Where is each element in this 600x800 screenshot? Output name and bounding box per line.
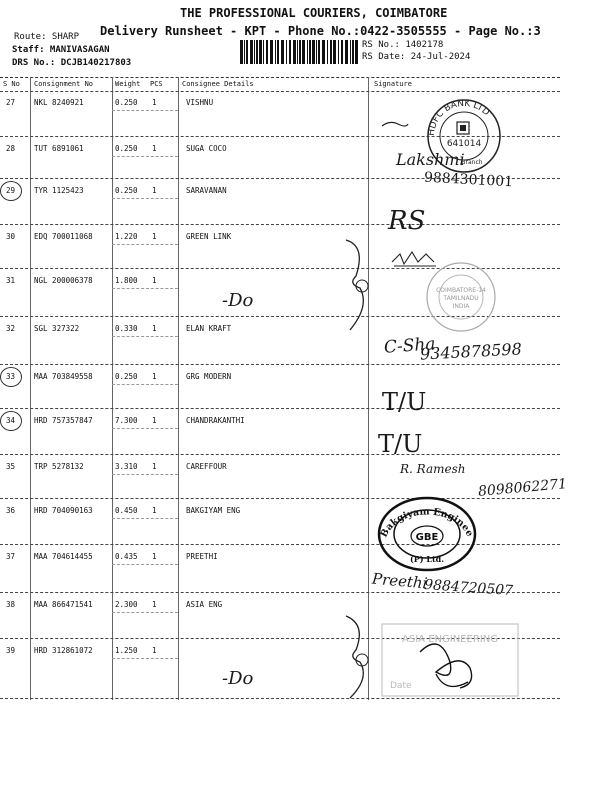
cell-sno: 38 bbox=[6, 600, 16, 609]
barcode-bar bbox=[286, 40, 287, 64]
cell-sno: 33 bbox=[6, 372, 16, 381]
cell-pcs: 1 bbox=[152, 232, 157, 241]
pen-mark bbox=[380, 118, 410, 130]
cell-weight: 0.435 bbox=[115, 552, 138, 561]
cell-sno: 30 bbox=[6, 232, 16, 241]
cell-weight: 0.250 bbox=[115, 144, 138, 153]
phone-row-28: 9884301001 bbox=[423, 169, 514, 191]
cell-weight: 1.220 bbox=[115, 232, 138, 241]
barcode-bar bbox=[307, 40, 308, 64]
cell-consignment: NKL 8240921 bbox=[34, 98, 84, 107]
cell-consignee: SARAVANAN bbox=[186, 186, 227, 195]
header-sno: S No bbox=[3, 80, 20, 88]
barcode-bar bbox=[277, 40, 279, 64]
cell-consignment: TUT 6891061 bbox=[34, 144, 84, 153]
cell-consignee: PREETHI bbox=[186, 552, 218, 561]
hdfc-stamp-ring-text: HDFC BANK LTD bbox=[426, 98, 492, 137]
barcode-bar bbox=[263, 40, 264, 64]
cell-pcs: 1 bbox=[152, 372, 157, 381]
cell-sno: 28 bbox=[6, 144, 16, 153]
cell-consignee: GREEN LINK bbox=[186, 232, 232, 241]
cell-sno: 36 bbox=[6, 506, 16, 515]
signature-row-37: Preethi bbox=[371, 569, 429, 593]
bracket-mark bbox=[340, 236, 374, 334]
row-rule bbox=[0, 408, 560, 409]
barcode-bar bbox=[275, 40, 276, 64]
header-rule bbox=[0, 91, 560, 92]
asia-engineering-stamp bbox=[380, 622, 520, 698]
barcode-bar bbox=[338, 40, 339, 64]
cell-consignee: CHANDRAKANTHI bbox=[186, 416, 245, 425]
cell-weight: 2.300 bbox=[115, 600, 138, 609]
cell-weight: 1.800 bbox=[115, 276, 138, 285]
cell-consignee: VISHNU bbox=[186, 98, 214, 107]
cell-consignment: NGL 200006378 bbox=[34, 276, 93, 285]
ditto-mark-row-39: -Do bbox=[222, 668, 254, 689]
row-rule bbox=[0, 364, 560, 365]
barcode-bar bbox=[250, 40, 253, 64]
barcode-bar bbox=[302, 40, 305, 64]
header-consignment: Consignment No bbox=[34, 80, 94, 88]
barcode-bar bbox=[330, 40, 332, 64]
cell-underline bbox=[112, 288, 178, 289]
cell-sno: 37 bbox=[6, 552, 16, 561]
row-rule bbox=[0, 698, 560, 699]
cell-pcs: 1 bbox=[152, 506, 157, 515]
cell-sno: 29 bbox=[6, 186, 16, 195]
barcode-bar bbox=[293, 40, 296, 64]
col-divider bbox=[112, 77, 113, 700]
cell-consignment: SGL 327322 bbox=[34, 324, 80, 333]
cell-sno: 39 bbox=[6, 646, 16, 655]
faded-stamp-line1: COIMBATORE-14 bbox=[436, 287, 486, 294]
cell-underline bbox=[112, 110, 178, 111]
cell-consignee: CAREFFOUR bbox=[186, 462, 227, 471]
barcode-bar bbox=[244, 40, 245, 64]
barcode-bar bbox=[256, 40, 258, 64]
circled-number-mark bbox=[0, 181, 22, 201]
barcode bbox=[240, 40, 360, 64]
cell-underline bbox=[112, 474, 178, 475]
col-divider bbox=[30, 77, 31, 700]
cell-pcs: 1 bbox=[152, 600, 157, 609]
cell-weight: 3.310 bbox=[115, 462, 138, 471]
signature-row-35: R. Ramesh bbox=[400, 462, 466, 476]
barcode-bar bbox=[309, 40, 311, 64]
cell-consignment: HRD 757357847 bbox=[34, 416, 93, 425]
cell-underline bbox=[112, 428, 178, 429]
cell-consignment: HRD 312861072 bbox=[34, 646, 93, 655]
cell-underline bbox=[112, 564, 178, 565]
cell-pcs: 1 bbox=[152, 186, 157, 195]
signature-row-34: T/U bbox=[378, 430, 423, 458]
cell-underline bbox=[112, 244, 178, 245]
cell-weight: 0.250 bbox=[115, 372, 138, 381]
barcode-bar bbox=[341, 40, 343, 64]
col-divider bbox=[368, 77, 369, 700]
cell-weight: 0.250 bbox=[115, 98, 138, 107]
cell-consignee: BAKGIYAM ENG bbox=[186, 506, 241, 515]
signature-row-32: C-Sha bbox=[383, 334, 437, 358]
cell-weight: 7.300 bbox=[115, 416, 138, 425]
barcode-bar bbox=[240, 40, 243, 64]
cell-consignee: SUGA COCO bbox=[186, 144, 227, 153]
circled-number-mark bbox=[0, 411, 22, 431]
svg-text:HDFC BANK LTD bbox=[427, 99, 491, 137]
cell-weight: 0.250 bbox=[115, 186, 138, 195]
rs-date: RS Date: 24-Jul-2024 bbox=[362, 52, 471, 62]
asia-stamp-date: Date bbox=[390, 681, 412, 691]
circled-number-mark bbox=[0, 367, 22, 387]
cell-consignee: ELAN KRAFT bbox=[186, 324, 232, 333]
cell-consignment: HRD 704090163 bbox=[34, 506, 93, 515]
cell-pcs: 1 bbox=[152, 98, 157, 107]
cell-consignee: GRG MODERN bbox=[186, 372, 232, 381]
signature-row-33: T/U bbox=[382, 388, 427, 416]
barcode-bar bbox=[350, 40, 351, 64]
faded-stamp-line3: INDIA bbox=[452, 303, 470, 310]
phone-row-37: 9884720507 bbox=[423, 576, 514, 600]
cell-pcs: 1 bbox=[152, 324, 157, 333]
header-weight: Weight bbox=[115, 80, 141, 88]
hdfc-stamp-branch: Branch bbox=[461, 159, 483, 166]
cell-pcs: 1 bbox=[152, 416, 157, 425]
asia-stamp-name: ASIA ENGINEERING bbox=[402, 634, 498, 645]
barcode-bar bbox=[246, 40, 248, 64]
bakgiyam-engineering-stamp bbox=[368, 486, 482, 574]
barcode-bar bbox=[281, 40, 284, 64]
cell-underline bbox=[112, 518, 178, 519]
cell-sno: 34 bbox=[6, 416, 16, 425]
cell-sno: 27 bbox=[6, 98, 16, 107]
row-rule bbox=[0, 224, 560, 225]
staff-label: Staff: MANIVASAGAN bbox=[12, 45, 110, 55]
ditto-mark-row-31: -Do bbox=[222, 290, 254, 311]
header-consignee: Consignee Details bbox=[182, 80, 254, 88]
barcode-bar bbox=[352, 40, 354, 64]
cell-consignment: TYR 1125423 bbox=[34, 186, 84, 195]
barcode-bar bbox=[327, 40, 328, 64]
cell-underline bbox=[112, 658, 178, 659]
barcode-bar bbox=[345, 40, 348, 64]
header-pcs: PCS bbox=[150, 80, 163, 88]
cell-sno: 31 bbox=[6, 276, 16, 285]
signature-row-28: Lakshmi bbox=[396, 150, 465, 169]
cell-consignment: TRP 5278132 bbox=[34, 462, 84, 471]
cell-weight: 0.450 bbox=[115, 506, 138, 515]
col-divider bbox=[178, 77, 179, 700]
cell-weight: 1.250 bbox=[115, 646, 138, 655]
barcode-bar bbox=[254, 40, 255, 64]
cell-pcs: 1 bbox=[152, 552, 157, 561]
barcode-bar bbox=[266, 40, 268, 64]
cell-pcs: 1 bbox=[152, 144, 157, 153]
cell-consignee: ASIA ENG bbox=[186, 600, 223, 609]
barcode-bar bbox=[312, 40, 315, 64]
phone-row-32: 9345878598 bbox=[419, 339, 523, 364]
barcode-bar bbox=[333, 40, 336, 64]
cell-underline bbox=[112, 384, 178, 385]
barcode-bar bbox=[318, 40, 320, 64]
faded-round-stamp bbox=[424, 260, 498, 334]
cell-pcs: 1 bbox=[152, 276, 157, 285]
cell-pcs: 1 bbox=[152, 646, 157, 655]
barcode-bar bbox=[289, 40, 291, 64]
hdfc-stamp-code: 641014 bbox=[446, 139, 482, 149]
barcode-bar bbox=[316, 40, 317, 64]
faded-stamp-line2: TAMILNADU bbox=[443, 295, 479, 302]
cell-weight: 0.330 bbox=[115, 324, 138, 333]
cell-underline bbox=[112, 336, 178, 337]
barcode-bar bbox=[322, 40, 325, 64]
barcode-bar bbox=[259, 40, 262, 64]
cell-consignment: MAA 703849558 bbox=[34, 372, 93, 381]
rs-number: RS No.: 1402178 bbox=[362, 40, 444, 50]
cell-pcs: 1 bbox=[152, 462, 157, 471]
bakgiyam-bottom-text: (P) Ltd. bbox=[409, 554, 445, 564]
barcode-bar bbox=[355, 40, 358, 64]
cell-sno: 32 bbox=[6, 324, 16, 333]
document-title: THE PROFESSIONAL COURIERS, COIMBATORE bbox=[180, 6, 448, 20]
signature-row-30: RS bbox=[388, 206, 426, 236]
cell-sno: 35 bbox=[6, 462, 16, 471]
barcode-bar bbox=[299, 40, 301, 64]
cell-underline bbox=[112, 156, 178, 157]
cell-consignment: MAA 866471541 bbox=[34, 600, 93, 609]
cell-consignment: EDQ 700011068 bbox=[34, 232, 93, 241]
cell-underline bbox=[112, 198, 178, 199]
barcode-bar bbox=[270, 40, 273, 64]
drs-number: DRS No.: DCJB140217803 bbox=[12, 58, 132, 68]
barcode-bar bbox=[297, 40, 298, 64]
bracket-mark-2 bbox=[340, 612, 374, 702]
cell-consignment: MAA 704614455 bbox=[34, 552, 93, 561]
route-label: Route: SHARP bbox=[14, 32, 80, 42]
header-signature: Signature bbox=[374, 80, 412, 88]
bakgiyam-ring-text: Bakgiyam Engineering bbox=[368, 486, 476, 540]
row-rule bbox=[0, 454, 560, 455]
table-top-rule bbox=[0, 77, 560, 78]
bakgiyam-center-text: GBE bbox=[415, 532, 439, 543]
cell-underline bbox=[112, 612, 178, 613]
document-subtitle: Delivery Runsheet - KPT - Phone No.:0422-3505555 - Page No.:3 bbox=[100, 24, 541, 38]
phone-row-35: 8098062271 bbox=[477, 476, 568, 500]
